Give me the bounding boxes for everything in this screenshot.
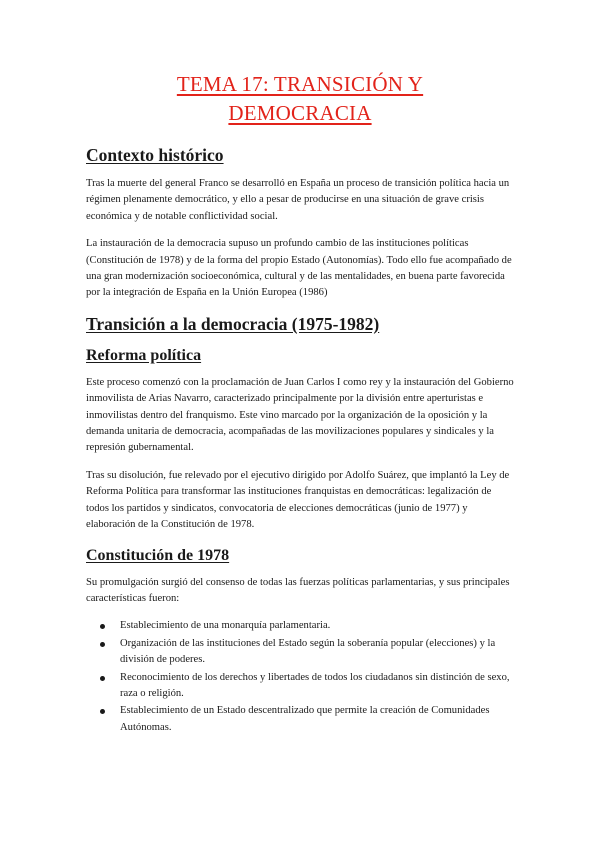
document-title [86, 70, 514, 128]
bullet-icon [100, 709, 105, 714]
document-page [86, 70, 514, 737]
paragraph-contexto-1: Tras la muerte del general Franco se desarrolló en España un proceso de transición política hacia un régimen plenamente democrático, y ello a pesar de producirse en una situación de grave crisis económica y de notable conflictividad social. [86, 178, 510, 222]
paragraph-contexto-2: La instauración de la democracia supuso un profundo cambio de las instituciones políticas (Constitución de 1978) y de la forma del propio Estado (Autonomías). Todo ello fue acompañado de una gran modernización socioeconómica, cultural y de las mentalidades, en buena parte favorecida por la integración de España en la Unión Europea (1986) [86, 238, 512, 299]
paragraph-reforma-2: Tras su disolución, fue relevado por el ejecutivo dirigido por Adolfo Suárez, que implantó la Ley de Reforma Política para transformar las instituciones franquistas en democráticas: legalización de todos los partidos y sindicatos, convocatoria de elecciones democráticas (junio de 1977) y elaboración de la Constitución de 1978. [86, 469, 510, 531]
paragraph-reforma-1: Este proceso comenzó con la proclamación de Juan Carlos I como rey y la instauración del Gobierno inmovilista de Arias Navarro, caracterizado principalmente por la división entre aperturistas e inmovilistas dentro del franquismo. Este vino marcado por la organización de la oposición y la demanda unitaria de democracia, acompañadas de las movilizaciones populares y sindicales y la represión gubernamental. [86, 376, 514, 454]
bullet-icon [100, 676, 105, 681]
document-title-line-2: DEMOCRACIA [228, 101, 372, 125]
list-item-text: Organización de las instituciones del Estado según la soberanía popular (elecciones) y la división de poderes. [120, 637, 496, 666]
list-item [86, 670, 514, 703]
list-item [86, 703, 514, 736]
bullet-icon [100, 624, 105, 629]
list-item-text: Reconocimiento de los derechos y libertades de todos los ciudadanos sin distinción de sexo, raza o religión. [120, 671, 510, 699]
bullet-icon [100, 642, 105, 647]
list-item [86, 618, 514, 634]
list-item [86, 636, 514, 669]
subsection-heading-constitucion: Constitución de 1978 [86, 546, 230, 564]
constitucion-bullet-list [86, 618, 514, 736]
subsection-heading-reforma: Reforma política [86, 346, 202, 364]
list-item-text: Establecimiento de un Estado descentralizado que permite la creación de Comunidades Autónomas. [120, 705, 490, 733]
document-title-line-1: TEMA 17: TRANSICIÓN Y [176, 72, 424, 96]
section-heading-contexto: Contexto histórico [86, 145, 224, 165]
list-item-text: Establecimiento de una monarquía parlamentaria. [120, 620, 331, 632]
paragraph-constitucion-intro: Su promulgación surgió del consenso de todas las fuerzas políticas parlamentarias, y sus principales características fueron: [86, 576, 510, 604]
section-heading-transicion: Transición a la democracia (1975-1982) [86, 313, 380, 334]
